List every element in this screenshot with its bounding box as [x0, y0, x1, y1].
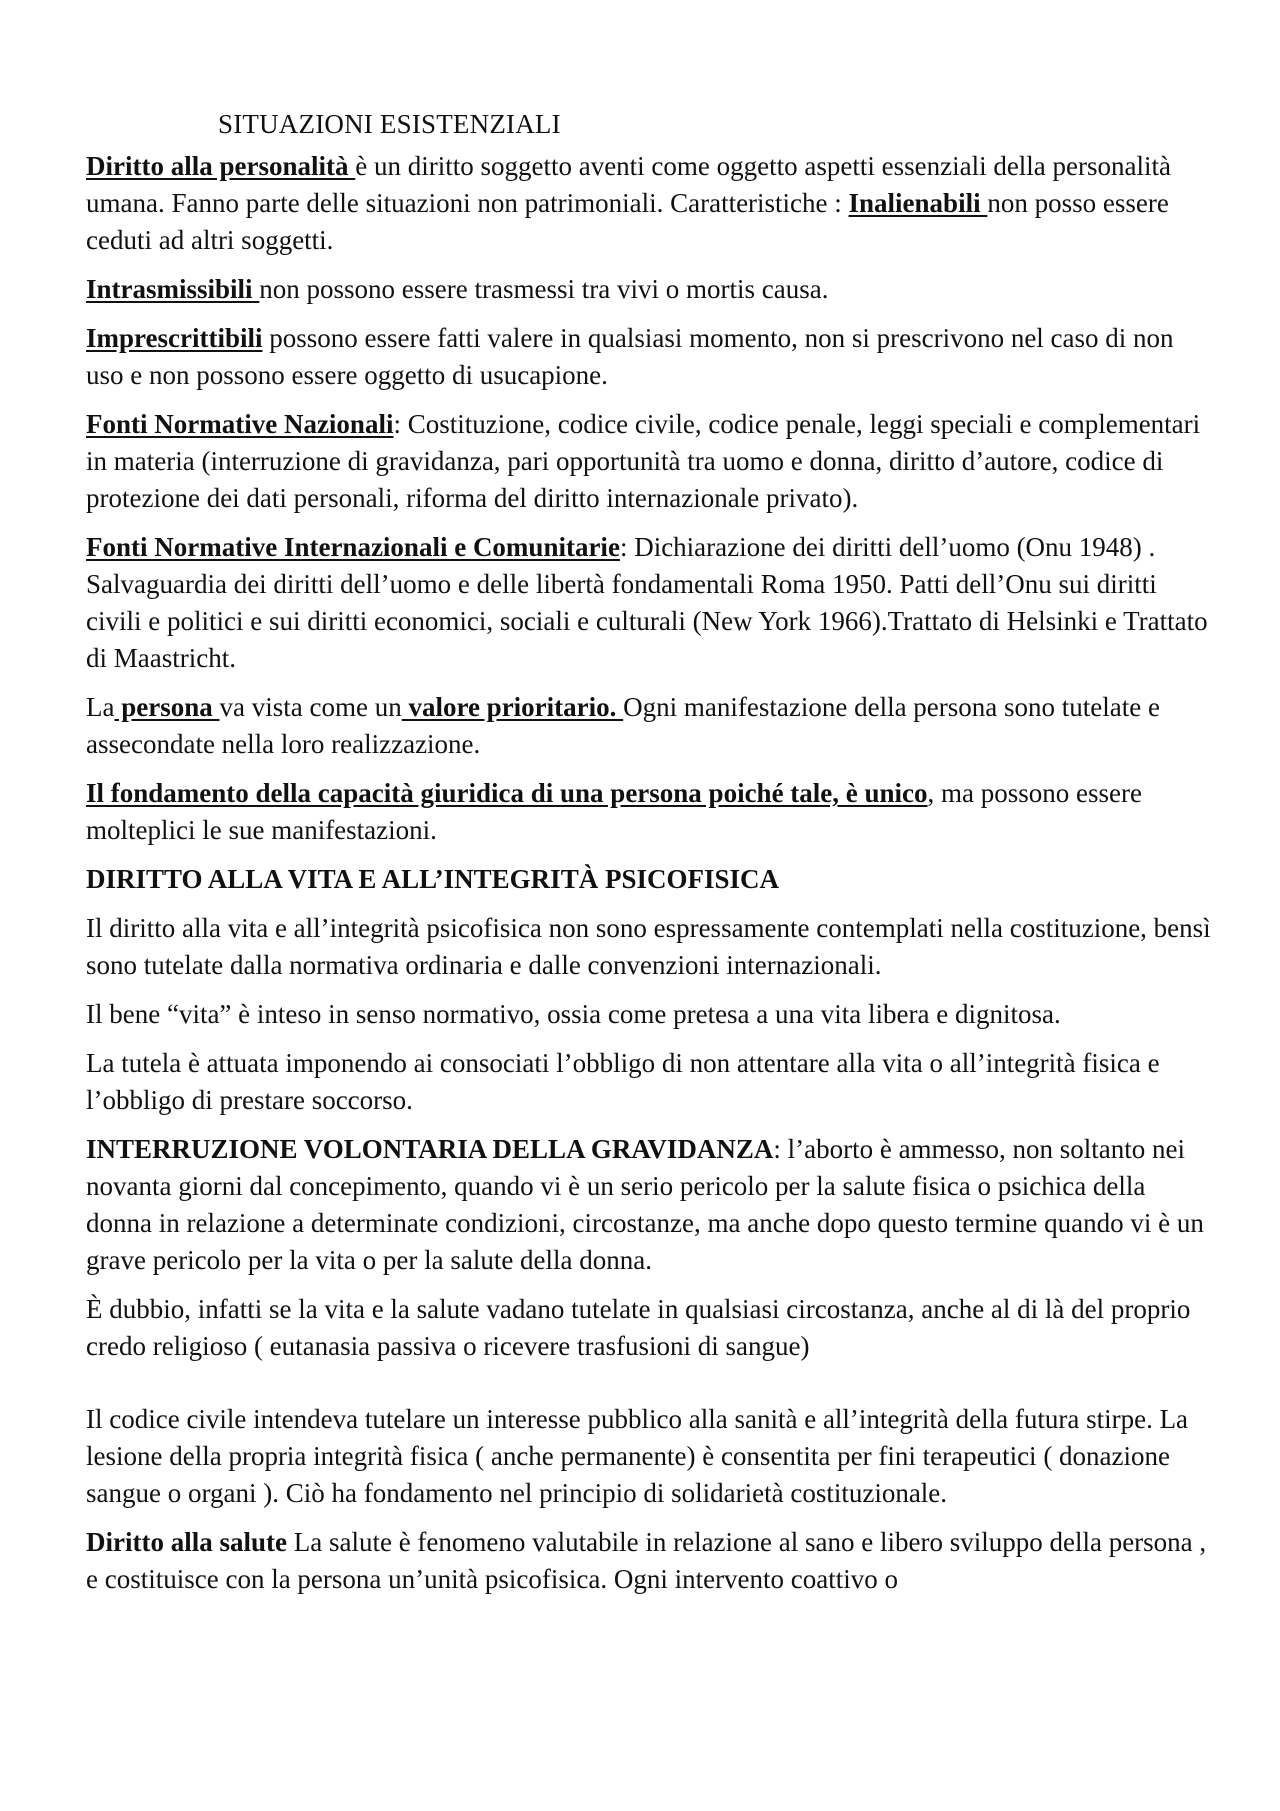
term-valore-prioritario: valore prioritario. [401, 692, 624, 722]
paragraph-persona [86, 689, 1211, 763]
paragraph-text: La [86, 692, 115, 722]
paragraph-imprescrittibili [86, 320, 1211, 394]
document-body [86, 106, 1211, 1610]
paragraph-fondamento [86, 775, 1211, 849]
paragraph-codice-civile: Il codice civile intendeva tutelare un interesse pubblico alla sanità e all’integrità della futura stirpe. La lesione della propria integrità fisica ( anche permanente) è consentita per fini terapeutici ( donazione sangue o organi ). Ciò ha fondamento nel principio di solidarietà costituzionale. [86, 1404, 1189, 1508]
heading-diritto-vita: DIRITTO ALLA VITA E ALL’INTEGRITÀ PSICOFISICA [86, 864, 779, 894]
paragraph-tutela: La tutela è attuata imponendo ai consociati l’obbligo di non attentare alla vita o all’integrità fisica e l’obbligo di prestare soccorso. [86, 1048, 1160, 1115]
term-fonti-internazionali: Fonti Normative Internazionali e Comunitarie [86, 532, 620, 562]
document-title: SITUAZIONI ESISTENZIALI [218, 109, 561, 139]
paragraph-text: : Dichiarazione dei diritti dell’uomo (Onu 1948) . Salvaguardia dei diritti dell’uomo e delle libertà fondamentali Roma 1950. Patti dell’Onu sui diritti civili e politici e sui diritti economici, sociali e culturali (New York 1966).Trattato di Helsinki e Trattato di Maastricht. [86, 532, 1208, 673]
paragraph-fonti-nazionali [86, 406, 1211, 517]
paragraph-text: , ma possono essere molteplici le sue manifestazioni. [86, 778, 1143, 845]
paragraph-diritto-salute [86, 1524, 1211, 1598]
term-fonti-nazionali: Fonti Normative Nazionali [86, 409, 394, 439]
paragraph-text: non possono essere trasmessi tra vivi o mortis causa. [259, 274, 829, 304]
paragraph-text: non posso essere ceduti ad altri soggetti. [86, 188, 1169, 255]
term-inalienabili: Inalienabili [848, 188, 988, 218]
term-persona: persona [114, 692, 220, 722]
paragraph-text: : l’aborto è ammesso, non soltanto nei novanta giorni dal concepimento, quando vi è un serio pericolo per la salute fisica o psichica della donna in relazione a determinate condizioni, circostanze, ma anche dopo questo termine quando vi è un grave pericolo per la vita o per la salute della donna. [86, 1134, 1204, 1275]
paragraph-bene-vita: Il bene “vita” è inteso in senso normativo, ossia come pretesa a una vita libera e dignitosa. [86, 999, 1061, 1029]
paragraph-interruzione-gravidanza [86, 1131, 1211, 1279]
term-diritto-salute: Diritto alla salute [86, 1527, 287, 1557]
paragraph-text: : Costituzione, codice civile, codice penale, leggi speciali e complementari in materia (interruzione di gravidanza, pari opportunità tra uomo e donna, diritto d’autore, codice di protezione dei dati personali, riforma del diritto internazionale privato). [86, 409, 1201, 513]
term-intrasmissibili: Intrasmissibili [86, 274, 260, 304]
paragraph-text: va vista come un [219, 692, 402, 722]
term-interruzione-gravidanza: INTERRUZIONE VOLONTARIA DELLA GRAVIDANZA [86, 1134, 774, 1164]
paragraph-text: possono essere fatti valere in qualsiasi momento, non si prescrivono nel caso di non uso e non possono essere oggetto di usucapione. [86, 323, 1174, 390]
paragraph-dubbio: È dubbio, infatti se la vita e la salute vadano tutelate in qualsiasi circostanza, anche al di là del proprio credo religioso ( eutanasia passiva o ricevere trasfusioni di sangue) [86, 1294, 1191, 1361]
term-imprescrittibili: Imprescrittibili [86, 323, 263, 353]
paragraph-intrasmissibili [86, 271, 1211, 308]
paragraph-vita-integrita: Il diritto alla vita e all’integrità psicofisica non sono espressamente contemplati nella costituzione, bensì sono tutelate dalla normativa ordinaria e dalle convenzioni internazionali. [86, 913, 1211, 980]
term-diritto-personalita: Diritto alla personalità [86, 151, 356, 181]
term-fondamento: Il fondamento della capacità giuridica di una persona poiché tale, è unico [86, 778, 928, 808]
paragraph-fonti-internazionali [86, 529, 1211, 677]
paragraph-text: La salute è fenomeno valutabile in relazione al sano e libero sviluppo della persona , e costituisce con la persona un’unità psicofisica. Ogni intervento coattivo o [86, 1527, 1207, 1594]
paragraph-diritto-personalita [86, 148, 1211, 259]
paragraph-text: è un diritto soggetto aventi come oggetto aspetti essenziali della personalità umana. Fanno parte delle situazioni non patrimoniali. Caratteristiche : [86, 151, 1171, 218]
paragraph-text: Ogni manifestazione della persona sono tutelate e assecondate nella loro realizzazione. [86, 692, 1160, 759]
